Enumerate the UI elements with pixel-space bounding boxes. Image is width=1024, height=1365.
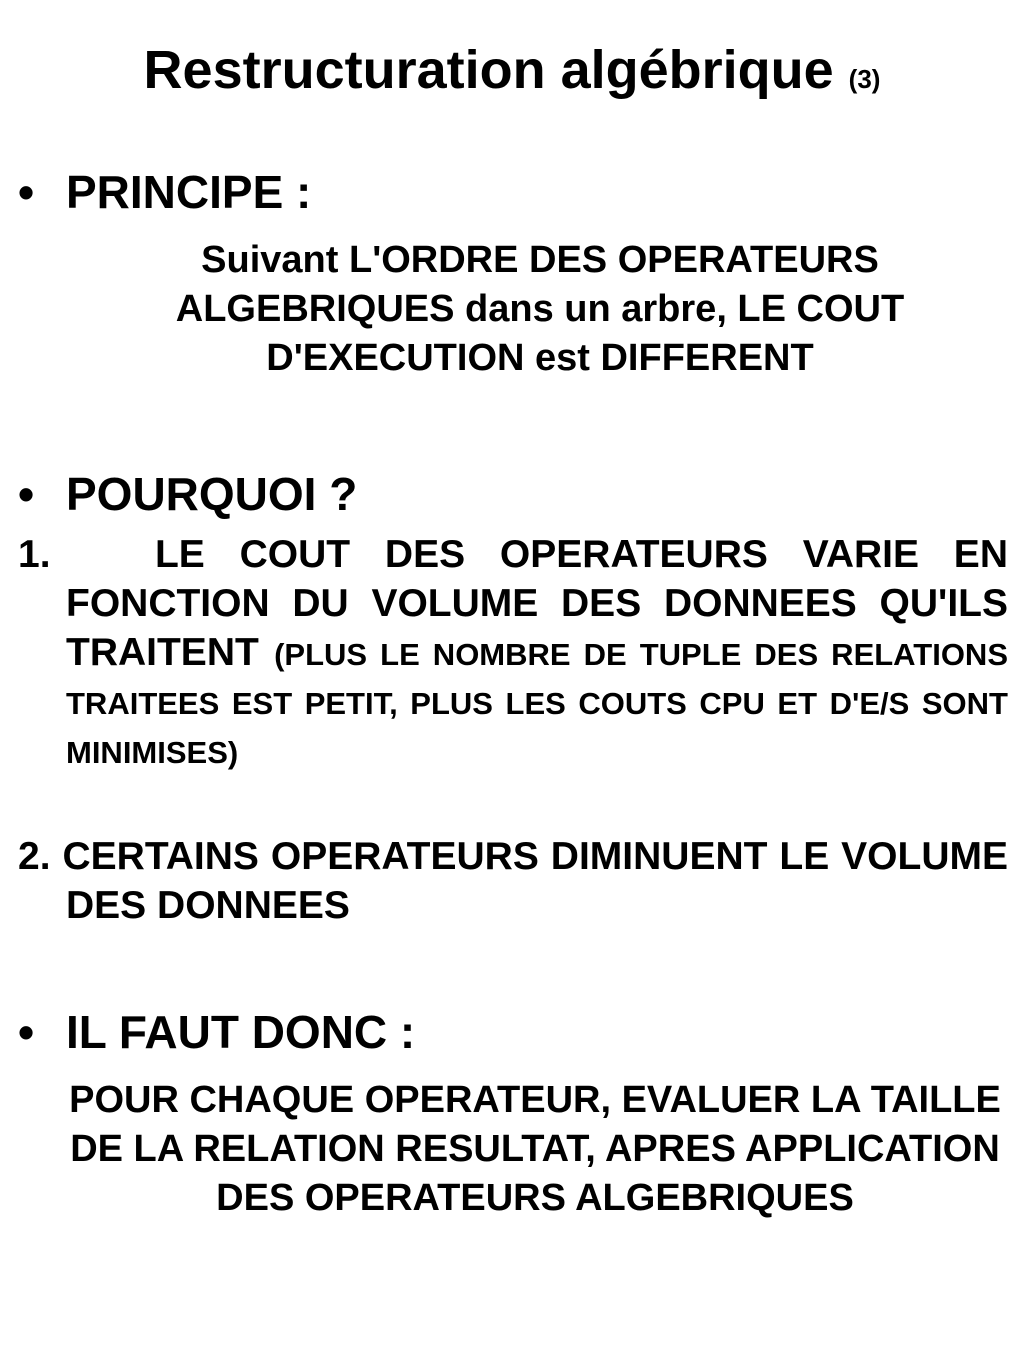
item-text: CERTAINS OPERATEURS DIMINUENT LE VOLUME DES DONNEES [62,835,1008,927]
slide-title [0,38,1024,111]
title-suffix: (3) [848,64,881,94]
title-text: Restructuration algébrique [143,40,834,100]
pourquoi-heading [18,468,357,520]
bullet-icon: • [18,166,35,218]
pourquoi-heading-text: POURQUOI ? [66,468,358,520]
principe-heading-text: PRINCIPE : [66,166,312,218]
conclusion-heading [18,1006,415,1058]
item-number: 2. [18,835,51,878]
conclusion-heading-text: IL FAUT DONC : [66,1006,416,1058]
conclusion-body: POUR CHAQUE OPERATEUR, EVALUER LA TAILLE DE LA RELATION RESULTAT, APRES APPLICATION DES OPERATEURS ALGEBRIQUES [69,1079,1001,1219]
item-note: (PLUS LE NOMBRE DE TUPLE DES RELATIONS TRAITEES EST PETIT, PLUS LES COUTS CPU ET D'E/S SONT MINIMISES) [66,637,1008,770]
principe-body: Suivant L'ORDRE DES OPERATEURS ALGEBRIQUES dans un arbre, LE COUT D'EXECUTION est DIFFERENT [175,239,905,379]
bullet-icon: • [18,468,35,520]
pourquoi-item-2 [18,832,1008,930]
pourquoi-item-1 [18,530,1008,775]
item-number: 1. [18,533,51,576]
item-text: LE COUT DES OPERATEURS VARIE EN FONCTION DU VOLUME DES DONNEES QU'ILS TRAITENT [66,533,1008,674]
principe-heading [18,166,311,218]
bullet-icon: • [18,1006,35,1058]
